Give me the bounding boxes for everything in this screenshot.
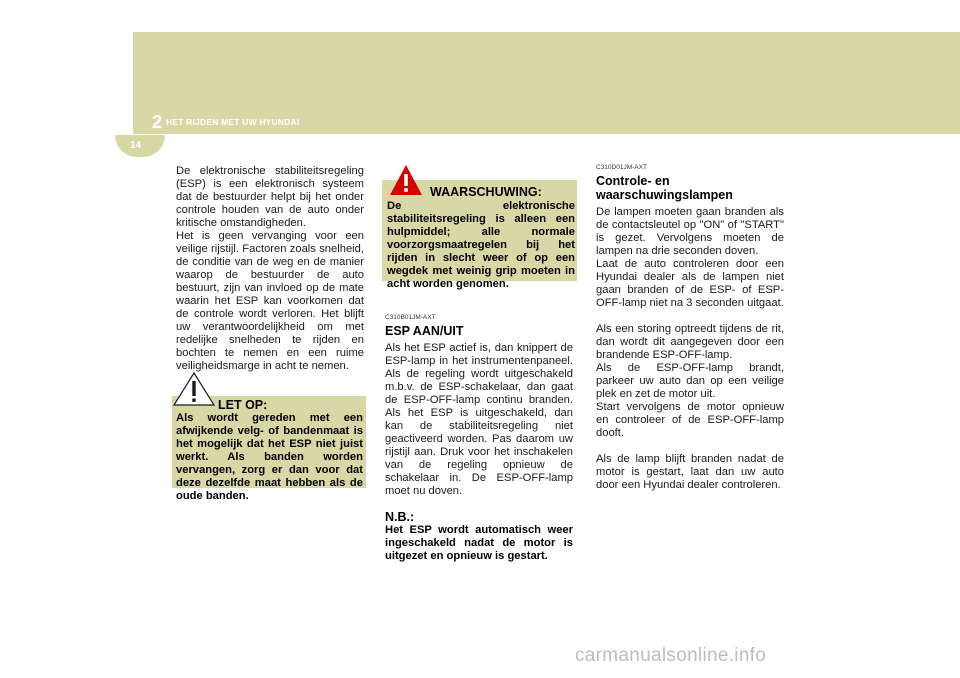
lamps-paragraph-1: De lampen moeten gaan branden als de contactsleutel op "ON" of "START" is gezet. Vervolgens moeten de lampen na drie seconden doven.	[596, 206, 784, 257]
note-box	[172, 396, 366, 502]
lamps-paragraph-4: Als de ESP-OFF-lamp brandt, parkeer uw auto dan op een veilige plek en zet de motor uit.	[596, 362, 784, 400]
lamps-paragraph-2: Laat de auto controleren door een Hyundai dealer als de lampen niet gaan branden of de ESP- of ESP-OFF-lamp niet na 3 seconden uitgaat.	[596, 258, 784, 309]
lamps-paragraph-6: Als de lamp blijft branden nadat de motor is gestart, laat dan uw auto door een Hyundai dealer controleren.	[596, 453, 784, 491]
warning-triangle-filled-icon	[389, 164, 423, 196]
note-text: Als wordt gereden met een afwijkende velg- of bandenmaat is het mogelijk dat het ESP niet juist werkt. Als banden worden vervangen, zorg er dan voor dat deze dezelfde maat hebben als de oude banden.	[176, 412, 363, 502]
esp-intro-paragraph: De elektronische stabiliteitsregeling (ESP) is een elektronisch systeem dat de bestuurder helpt bij het onder controle houden van de auto onder kritische omstandigheden.	[176, 165, 364, 229]
lamps-heading: Controle- en waarschuwingslampen	[596, 174, 733, 202]
lamps-paragraph-3: Als een storing optreedt tijdens de rit, dan wordt dit aangegeven door een brandende ESP-OFF-lamp.	[596, 323, 784, 361]
esp-section-code: C310B01JM-AXT	[385, 314, 436, 321]
lamps-paragraph-5: Start vervolgens de motor opnieuw en controleer of de ESP-OFF-lamp dooft.	[596, 401, 784, 439]
watermark: carmanualsonline.info	[575, 645, 767, 666]
note-title: LET OP:	[218, 398, 268, 412]
nb-title: N.B.:	[385, 510, 415, 524]
warning-title: WAARSCHUWING:	[430, 185, 542, 199]
chapter-number: 2	[152, 112, 163, 132]
esp-onoff-heading: ESP AAN/UIT	[385, 324, 464, 338]
right-column	[596, 164, 784, 492]
nb-text: Het ESP wordt automatisch weer ingeschakeld nadat de motor is uitgezet en opnieuw is gestart.	[385, 524, 573, 562]
lamps-section-code: C310D01JM-AXT	[596, 164, 647, 171]
esp-responsibility-paragraph: Het is geen vervanging voor een veilige rijstijl. Factoren zoals snelheid, de conditie van de weg en de manier waarop de bestuurder de auto bestuurt, zijn van invloed op de mate waarin het ESP kan voorkomen dat de controle wordt verloren. Het blijft uw verantwoordelijkheid om met redelijke snelheden te rijden en bochten te nemen en een ruime veiligheidsmarge in acht te nemen.	[176, 230, 364, 372]
left-column	[176, 165, 364, 373]
chapter-title: HET RIJDEN MET UW HYUNDAI	[166, 117, 300, 127]
esp-onoff-text: Als het ESP actief is, dan knippert de ESP-lamp in het instrumentenpaneel. Als de regeling wordt uitgeschakeld m.b.v. de ESP-schakelaar, dan gaat de ESP-OFF-lamp continu branden. Als het ESP is uitgeschakeld, dan kan de stabiliteitsregeling niet geactiveerd worden. Pas daarom uw rijstijl aan. Druk voor het inschakelen van de regeling opnieuw de schakelaar in. De ESP-OFF-lamp moet nu doven.	[385, 342, 573, 497]
middle-column	[385, 314, 573, 563]
warning-text: De elektronische stabiliteitsregeling is alleen een hulpmiddel; alle normale voorzorgsmaatregelen bij het rijden in slecht weer of op een wegdek met weinig grip moeten in acht worden genomen.	[387, 200, 575, 290]
page-number: 14	[130, 140, 142, 151]
warning-triangle-outline-icon	[173, 372, 215, 406]
